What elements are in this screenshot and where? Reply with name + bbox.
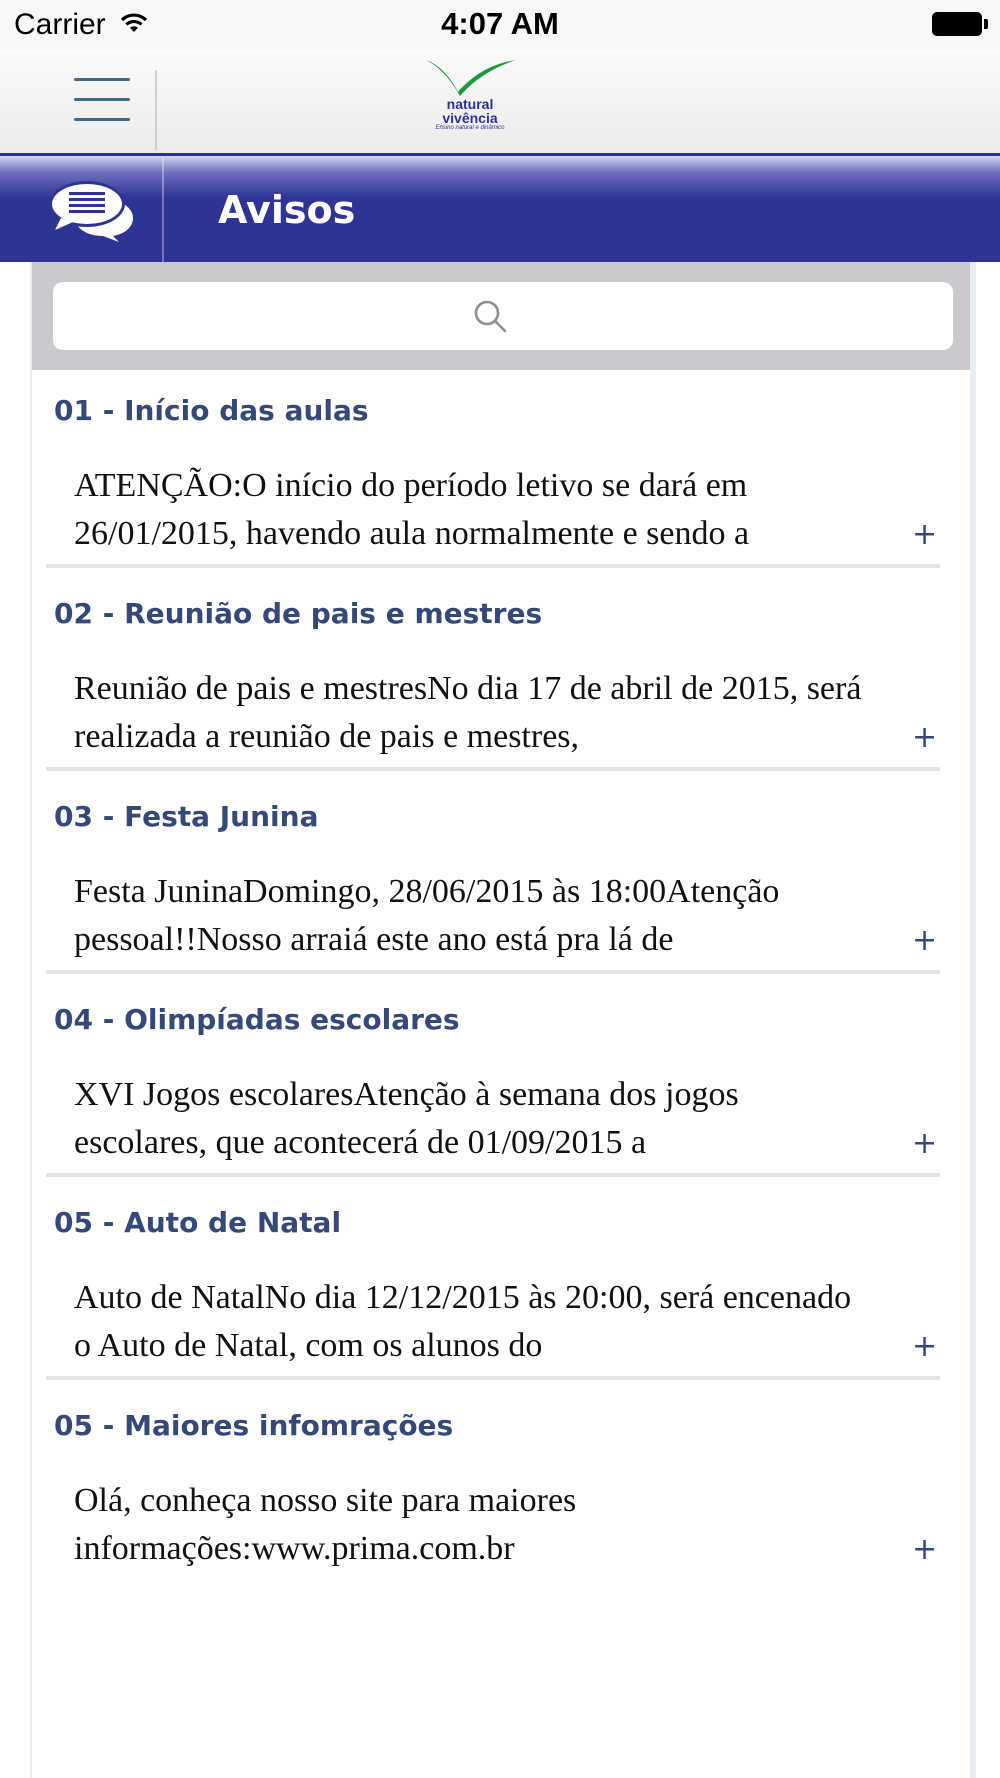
school-logo [420, 54, 520, 146]
checkmark-logo-icon [420, 54, 520, 98]
notice-item[interactable] [32, 776, 970, 979]
logo-text-vivencia: vivência [442, 110, 498, 126]
expand-plus-icon[interactable]: + [912, 720, 938, 755]
notice-preview: XVI Jogos escolaresAtenção à semana dos jogos escolares, que acontecerá de 01/09/2015 a [74, 1076, 739, 1161]
notice-title: 04 - Olimpíadas escolares [54, 1003, 460, 1036]
divider [46, 1173, 940, 1177]
search-bar [32, 262, 970, 370]
divider [46, 1376, 940, 1380]
notice-preview: ATENÇÃO:O início do período letivo se dará em 26/01/2015, havendo aula normalmente e sendo a [74, 467, 750, 552]
expand-plus-icon[interactable]: + [912, 517, 938, 552]
notice-item[interactable] [32, 1385, 970, 1588]
section-header [0, 156, 1000, 262]
divider [46, 767, 940, 771]
notice-item[interactable] [32, 1182, 970, 1385]
logo-tagline: Ensino natural e dinâmico [435, 125, 505, 131]
notice-list [32, 370, 970, 1588]
expand-plus-icon[interactable]: + [912, 1532, 938, 1567]
notice-title: 03 - Festa Junina [54, 800, 319, 833]
chat-bubbles-icon [49, 180, 135, 247]
top-navigation-bar [0, 50, 1000, 156]
divider [46, 564, 940, 568]
logo-text-natural: natural [446, 96, 494, 112]
notice-item[interactable] [32, 573, 970, 776]
expand-plus-icon[interactable]: + [912, 1329, 938, 1364]
expand-plus-icon[interactable]: + [912, 923, 938, 958]
notices-panel [30, 262, 976, 1778]
page-title: Avisos [218, 188, 356, 232]
notice-title: 02 - Reunião de pais e mestres [54, 597, 543, 630]
header-icon-box [4, 158, 164, 262]
notice-item[interactable] [32, 370, 970, 573]
notice-preview: Festa JuninaDomingo, 28/06/2015 às 18:00Atenção pessoal!!Nosso arraiá este ano está pra lá de [74, 873, 780, 958]
notice-title: 05 - Maiores infomrações [54, 1409, 454, 1442]
menu-button[interactable] [60, 72, 140, 132]
divider [46, 970, 940, 974]
status-bar [0, 0, 1000, 50]
notice-title: 05 - Auto de Natal [54, 1206, 342, 1239]
expand-plus-icon[interactable]: + [912, 1126, 938, 1161]
notice-title: 01 - Início das aulas [54, 394, 369, 427]
search-icon [474, 300, 508, 339]
notice-preview: Olá, conheça nosso site para maiores informações:www.prima.com.br [74, 1482, 577, 1567]
notice-item[interactable] [32, 979, 970, 1182]
notice-preview: Auto de NatalNo dia 12/12/2015 às 20:00, será encenado o Auto de Natal, com os alunos do [74, 1279, 852, 1364]
carrier-label: Carrier [14, 8, 106, 41]
nav-divider [155, 70, 157, 150]
notice-preview: Reunião de pais e mestresNo dia 17 de abril de 2015, será realizada a reunião de pais e mestres, [74, 670, 862, 755]
status-time: 4:07 AM [441, 6, 559, 41]
battery-icon [932, 12, 988, 36]
